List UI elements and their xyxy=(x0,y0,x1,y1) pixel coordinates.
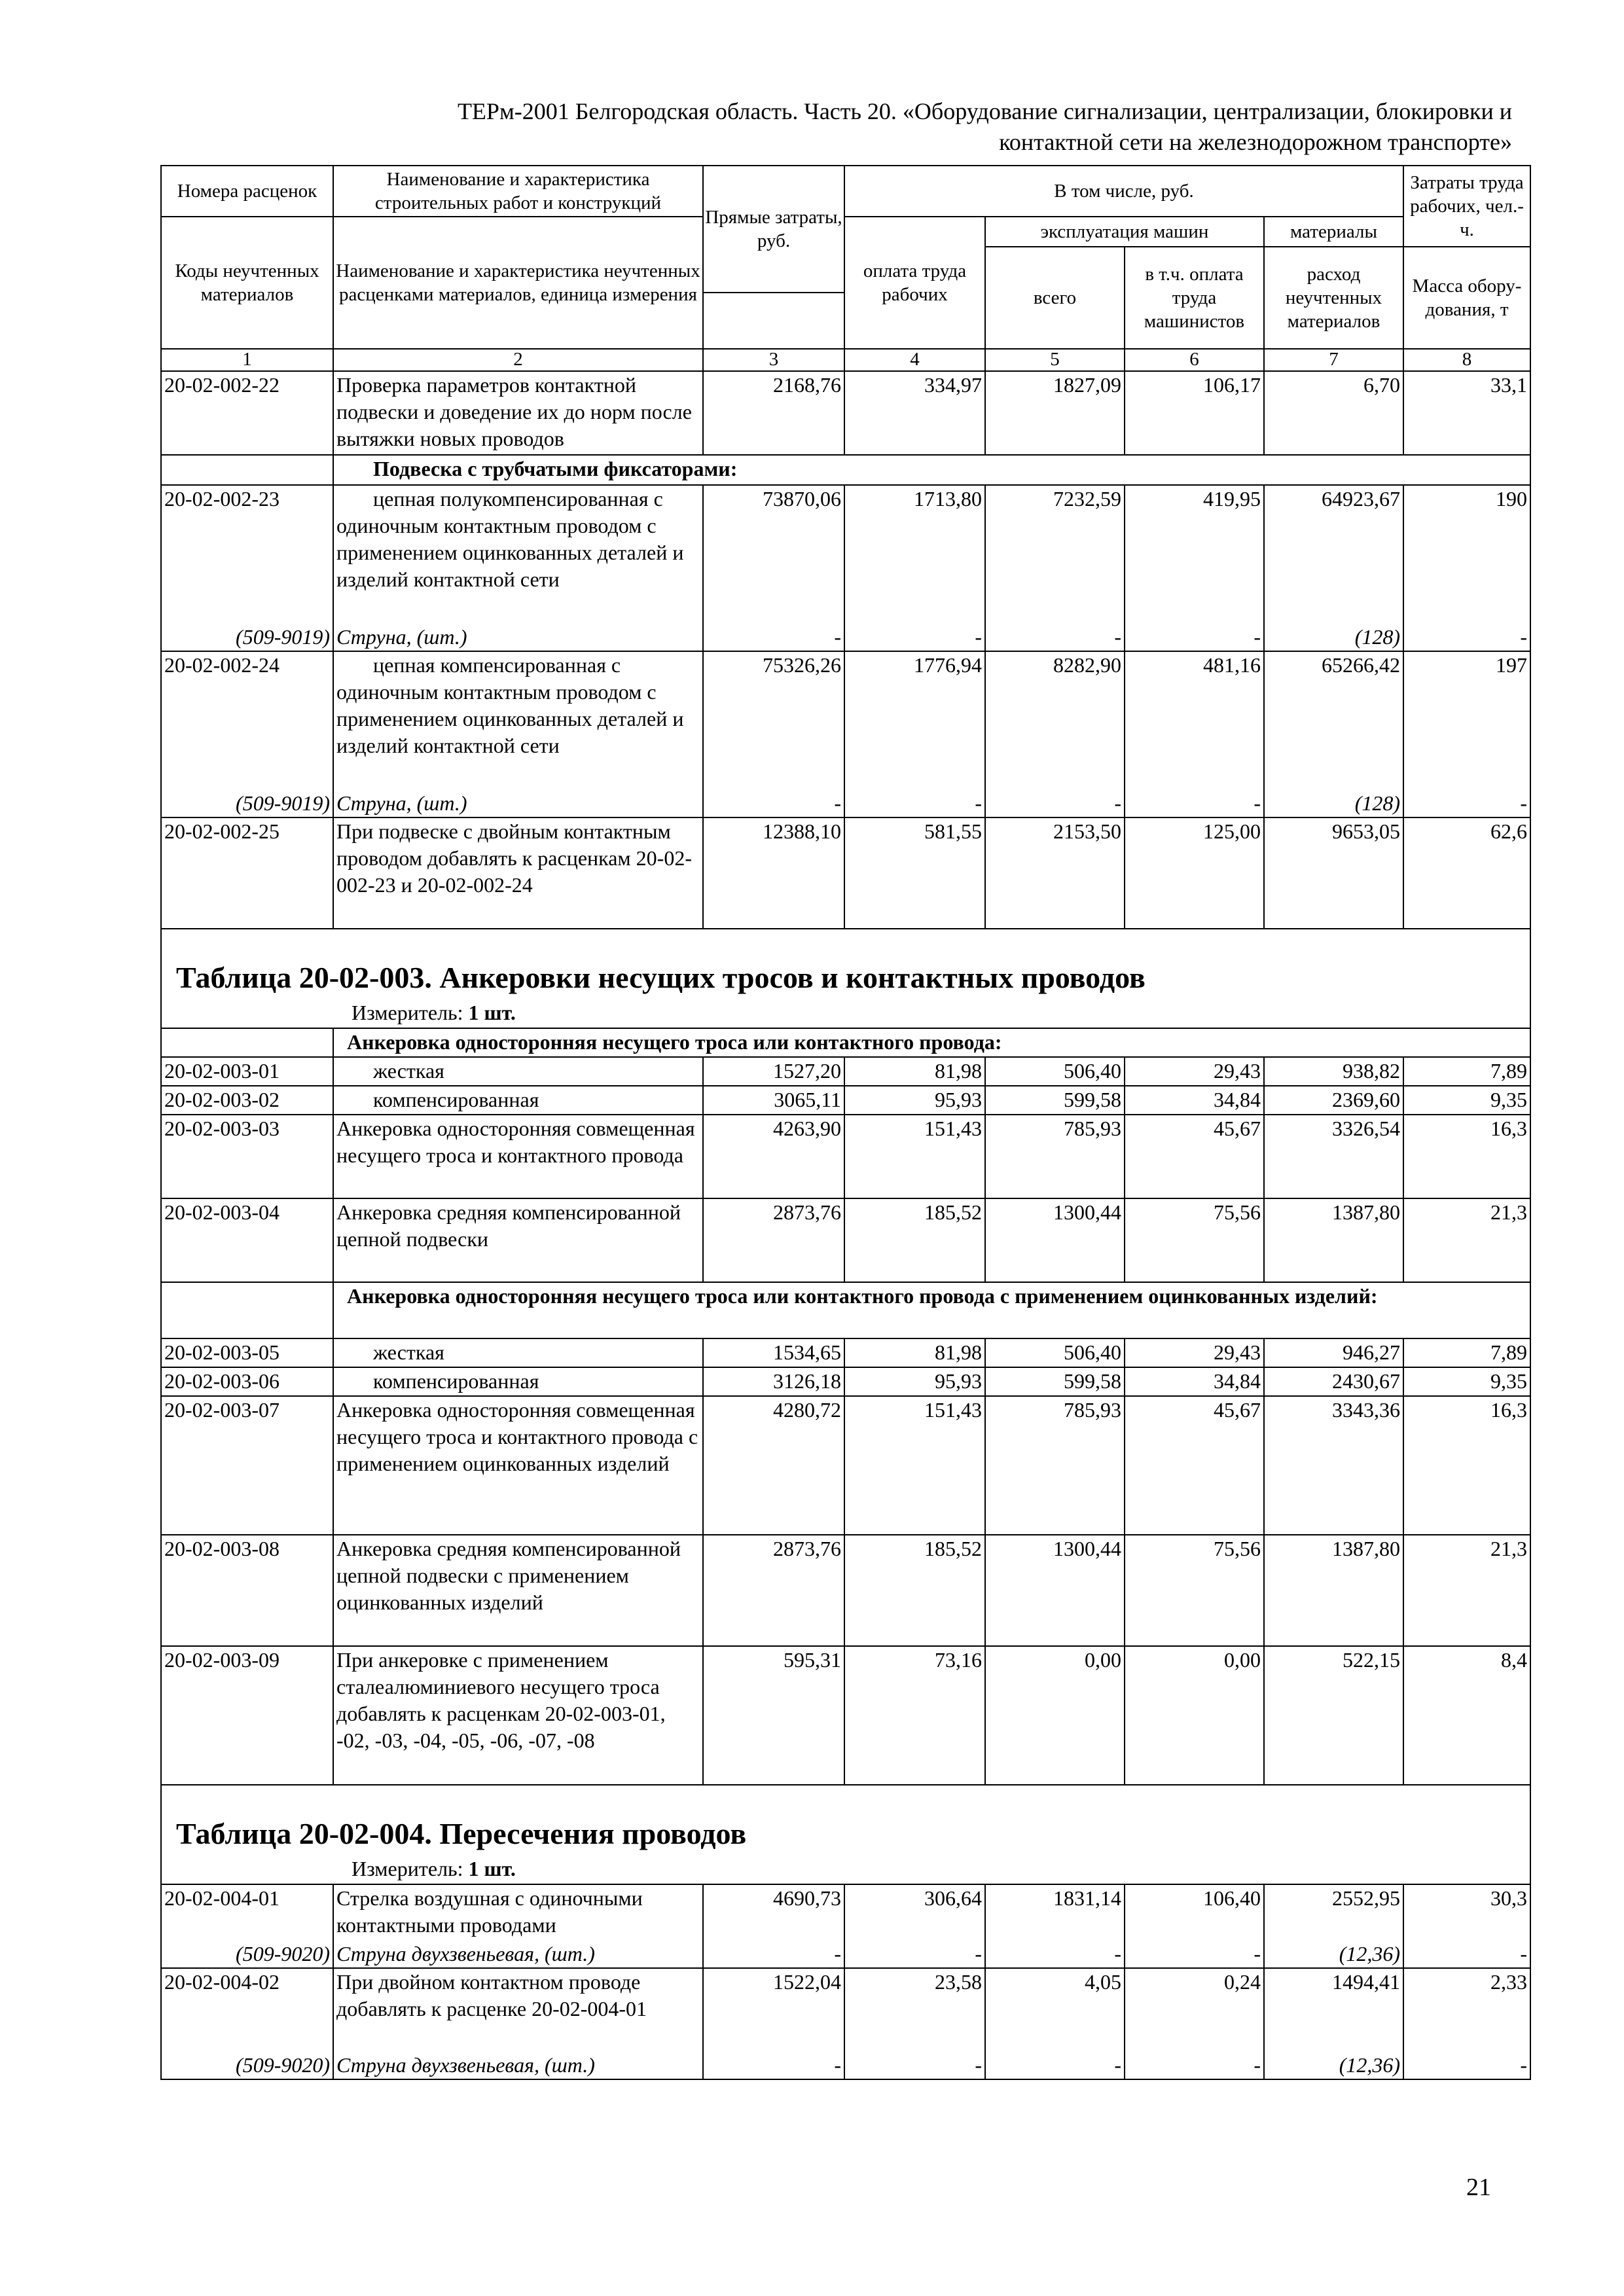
rate-name: Проверка параметров контактной подвески и доведение их до норм после вытяжки новых проводов xyxy=(333,371,703,455)
col-header-8b: Масса обору-дования, т xyxy=(1403,247,1530,349)
labor-cost: 185,52 xyxy=(844,1198,985,1282)
materials-cost: 65266,42 xyxy=(1264,651,1403,790)
labor-hours: 2,33 xyxy=(1403,1968,1530,2052)
table-title: Таблица 20-02-004. Пересечения проводов xyxy=(161,1785,1530,1856)
labor-cost: 1713,80 xyxy=(844,485,985,624)
direct-cost: 2873,76 xyxy=(703,1535,844,1646)
labor-hours: 21,3 xyxy=(1403,1535,1530,1646)
machine-cost: 0,00 xyxy=(985,1646,1125,1785)
header-line-1: ТЕРм-2001 Белгородская область. Часть 20. «Оборудование сигнализации, централизации, блокировки и xyxy=(457,98,1512,124)
labor-cost: 95,93 xyxy=(844,1086,985,1115)
col-header-2b: Наименование и характеристика неучтенных расценками материалов, единица измерения xyxy=(333,217,703,349)
rate-code: 20-02-003-05 xyxy=(161,1338,333,1367)
material-value: - xyxy=(844,1941,985,1968)
table-row xyxy=(161,1086,1530,1115)
operator-cost: 29,43 xyxy=(1125,1057,1264,1086)
rate-code: 20-02-004-01 xyxy=(161,1884,333,1941)
material-value: - xyxy=(1125,624,1264,651)
rate-name: Анкеровка односторонняя совмещенная несущего троса и контактного провода с применением оцинкованных изделий xyxy=(333,1396,703,1535)
materials-cost: 2369,60 xyxy=(1264,1086,1403,1115)
materials-cost: 2552,95 xyxy=(1264,1884,1403,1941)
header-line-2: контактной сети на железнодорожном транспорте» xyxy=(999,129,1512,155)
col-header-5: всего xyxy=(985,247,1125,349)
labor-hours: 8,4 xyxy=(1403,1646,1530,1785)
material-value: - xyxy=(1125,1941,1264,1968)
col-header-2a: Наименование и характеристика строительных работ и конструкций xyxy=(333,166,703,217)
table-row xyxy=(161,1115,1530,1198)
machine-cost: 599,58 xyxy=(985,1086,1125,1115)
labor-cost: 81,98 xyxy=(844,1057,985,1086)
blank-cell xyxy=(161,455,333,485)
materials-cost: 522,15 xyxy=(1264,1646,1403,1785)
meter-value: 1 шт. xyxy=(468,1857,516,1880)
rate-code: 20-02-003-09 xyxy=(161,1646,333,1785)
machine-cost: 8282,90 xyxy=(985,651,1125,790)
material-name: Струна двухзвеньевая, (шт.) xyxy=(333,1941,703,1968)
labor-hours: 33,1 xyxy=(1403,371,1530,455)
section-subheading: Подвеска с трубчатыми фиксаторами: xyxy=(333,455,1530,485)
labor-cost: 81,98 xyxy=(844,1338,985,1367)
col-header-8a: Затраты труда рабочих, чел.-ч. xyxy=(1403,166,1530,247)
direct-cost: 1527,20 xyxy=(703,1057,844,1086)
material-value: - xyxy=(985,624,1125,651)
rate-code: 20-02-002-24 xyxy=(161,651,333,790)
col-index-1: 1 xyxy=(161,349,333,371)
machine-cost: 1300,44 xyxy=(985,1535,1125,1646)
direct-cost: 1534,65 xyxy=(703,1338,844,1367)
material-value: - xyxy=(985,2052,1125,2079)
material-value: - xyxy=(1403,2052,1530,2079)
operator-cost: 75,56 xyxy=(1125,1198,1264,1282)
table-row xyxy=(161,1367,1530,1396)
material-value: - xyxy=(844,2052,985,2079)
section-subheading: Анкеровка односторонняя несущего троса или контактного провода: xyxy=(333,1028,1530,1057)
materials-cost: 3326,54 xyxy=(1264,1115,1403,1198)
labor-hours: 21,3 xyxy=(1403,1198,1530,1282)
page-number: 21 xyxy=(1466,2174,1491,2201)
direct-cost: 4263,90 xyxy=(703,1115,844,1198)
table-row xyxy=(161,817,1530,929)
meter-line xyxy=(161,999,1530,1028)
machine-cost: 785,93 xyxy=(985,1115,1125,1198)
labor-cost: 1776,94 xyxy=(844,651,985,790)
operator-cost: 75,56 xyxy=(1125,1535,1264,1646)
material-name: Струна, (шт.) xyxy=(333,790,703,817)
col-header-4: оплата труда рабочих xyxy=(844,217,985,349)
labor-cost: 151,43 xyxy=(844,1396,985,1535)
material-value: - xyxy=(703,1941,844,1968)
col-index-6: 6 xyxy=(1125,349,1264,371)
table-row xyxy=(161,1396,1530,1535)
col-index-7: 7 xyxy=(1264,349,1403,371)
direct-cost: 12388,10 xyxy=(703,817,844,929)
rate-name: Анкеровка средняя компенсированной цепной подвески с применением оцинкованных изделий xyxy=(333,1535,703,1646)
meter-label: Измеритель: xyxy=(352,1001,463,1024)
rate-name: Анкеровка односторонняя совмещенная несущего троса и контактного провода xyxy=(333,1115,703,1198)
col-header-group: В том числе, руб. xyxy=(844,166,1403,217)
rate-name: жесткая xyxy=(333,1057,703,1086)
operator-cost: 45,67 xyxy=(1125,1396,1264,1535)
operator-cost: 34,84 xyxy=(1125,1367,1264,1396)
material-value: - xyxy=(985,1941,1125,1968)
col-index-2: 2 xyxy=(333,349,703,371)
labor-cost: 151,43 xyxy=(844,1115,985,1198)
material-value: - xyxy=(1403,624,1530,651)
rate-code: 20-02-002-25 xyxy=(161,817,333,929)
materials-cost: 946,27 xyxy=(1264,1338,1403,1367)
material-quantity: (128) xyxy=(1264,624,1403,651)
rate-code: 20-02-003-02 xyxy=(161,1086,333,1115)
labor-hours: 7,89 xyxy=(1403,1057,1530,1086)
col-header-materials: материалы xyxy=(1264,217,1403,247)
rate-code: 20-02-003-07 xyxy=(161,1396,333,1535)
materials-cost: 1387,80 xyxy=(1264,1198,1403,1282)
rate-name: цепная полукомпенсированная с одиночным контактным проводом с применением оцинкованных деталей и изделий контактной сети xyxy=(333,485,703,624)
material-code: (509-9019) xyxy=(161,624,333,651)
rate-code: 20-02-003-03 xyxy=(161,1115,333,1198)
materials-cost: 6,70 xyxy=(1264,371,1403,455)
col-header-6: в т.ч. оплата труда машинистов xyxy=(1125,247,1264,349)
material-row xyxy=(161,790,1530,817)
material-value: - xyxy=(985,790,1125,817)
direct-cost: 75326,26 xyxy=(703,651,844,790)
material-value: - xyxy=(1403,790,1530,817)
materials-cost: 938,82 xyxy=(1264,1057,1403,1086)
materials-cost: 2430,67 xyxy=(1264,1367,1403,1396)
operator-cost: 419,95 xyxy=(1125,485,1264,624)
meter-line xyxy=(161,1856,1530,1884)
table-row xyxy=(161,1057,1530,1086)
operator-cost: 106,17 xyxy=(1125,371,1264,455)
machine-cost: 785,93 xyxy=(985,1396,1125,1535)
table-row xyxy=(161,1338,1530,1367)
operator-cost: 0,00 xyxy=(1125,1646,1264,1785)
direct-cost: 73870,06 xyxy=(703,485,844,624)
material-quantity: (128) xyxy=(1264,790,1403,817)
col-header-1a: Номера расценок xyxy=(161,166,333,217)
table-row xyxy=(161,485,1530,624)
material-value: - xyxy=(1403,1941,1530,1968)
machine-cost: 1300,44 xyxy=(985,1198,1125,1282)
page-header xyxy=(190,96,1512,158)
material-value: - xyxy=(1125,790,1264,817)
direct-cost: 2873,76 xyxy=(703,1198,844,1282)
materials-cost: 1494,41 xyxy=(1264,1968,1403,2052)
labor-hours: 9,35 xyxy=(1403,1367,1530,1396)
machine-cost: 506,40 xyxy=(985,1338,1125,1367)
rates-table xyxy=(160,165,1531,2080)
material-quantity: (12,36) xyxy=(1264,1941,1403,1968)
material-value: - xyxy=(844,790,985,817)
material-value: - xyxy=(844,624,985,651)
col-index-4: 4 xyxy=(844,349,985,371)
col-header-machines: эксплуатация машин xyxy=(985,217,1264,247)
operator-cost: 34,84 xyxy=(1125,1086,1264,1115)
operator-cost: 29,43 xyxy=(1125,1338,1264,1367)
direct-cost: 1522,04 xyxy=(703,1968,844,2052)
direct-cost: 3065,11 xyxy=(703,1086,844,1115)
blank-cell xyxy=(161,1028,333,1057)
table-row xyxy=(161,651,1530,790)
table-row xyxy=(161,371,1530,455)
labor-cost: 185,52 xyxy=(844,1535,985,1646)
rate-name: компенсированная xyxy=(333,1367,703,1396)
material-value: - xyxy=(1125,2052,1264,2079)
labor-hours: 9,35 xyxy=(1403,1086,1530,1115)
labor-hours: 7,89 xyxy=(1403,1338,1530,1367)
rate-name: цепная компенсированная с одиночным контактным проводом с применением оцинкованных деталей и изделий контактной сети xyxy=(333,651,703,790)
section-subheading: Анкеровка односторонняя несущего троса или контактного провода с применением оцинкованных изделий: xyxy=(333,1282,1530,1338)
material-value: - xyxy=(703,624,844,651)
materials-cost: 3343,36 xyxy=(1264,1396,1403,1535)
rate-code: 20-02-003-08 xyxy=(161,1535,333,1646)
machine-cost: 1827,09 xyxy=(985,371,1125,455)
table-row xyxy=(161,1968,1530,2052)
labor-cost: 306,64 xyxy=(844,1884,985,1941)
labor-cost: 95,93 xyxy=(844,1367,985,1396)
material-name: Струна, (шт.) xyxy=(333,624,703,651)
rate-code: 20-02-002-22 xyxy=(161,371,333,455)
rate-name: При двойном контактном проводе добавлять к расценке 20-02-004-01 xyxy=(333,1968,703,2052)
labor-hours: 197 xyxy=(1403,651,1530,790)
table-row xyxy=(161,1646,1530,1785)
machine-cost: 4,05 xyxy=(985,1968,1125,2052)
labor-cost: 23,58 xyxy=(844,1968,985,2052)
table-row xyxy=(161,1535,1530,1646)
material-code: (509-9020) xyxy=(161,1941,333,1968)
rate-name: При подвеске с двойным контактным проводом добавлять к расценкам 20-02-002-23 и 20-02-002-24 xyxy=(333,817,703,929)
direct-cost: 4690,73 xyxy=(703,1884,844,1941)
material-value: - xyxy=(703,2052,844,2079)
table-row xyxy=(161,1884,1530,1941)
operator-cost: 0,24 xyxy=(1125,1968,1264,2052)
materials-cost: 9653,05 xyxy=(1264,817,1403,929)
labor-hours: 16,3 xyxy=(1403,1115,1530,1198)
blank-cell xyxy=(161,1282,333,1338)
col-index-8: 8 xyxy=(1403,349,1530,371)
operator-cost: 481,16 xyxy=(1125,651,1264,790)
table-row xyxy=(161,1198,1530,1282)
direct-cost: 3126,18 xyxy=(703,1367,844,1396)
labor-cost: 581,55 xyxy=(844,817,985,929)
materials-cost: 1387,80 xyxy=(1264,1535,1403,1646)
rate-code: 20-02-004-02 xyxy=(161,1968,333,2052)
rate-code: 20-02-002-23 xyxy=(161,485,333,624)
labor-hours: 16,3 xyxy=(1403,1396,1530,1535)
col-header-7: расход неучтенных материалов xyxy=(1264,247,1403,349)
material-value: - xyxy=(703,790,844,817)
machine-cost: 7232,59 xyxy=(985,485,1125,624)
machine-cost: 2153,50 xyxy=(985,817,1125,929)
material-row xyxy=(161,624,1530,651)
operator-cost: 125,00 xyxy=(1125,817,1264,929)
labor-hours: 190 xyxy=(1403,485,1530,624)
labor-cost: 334,97 xyxy=(844,371,985,455)
labor-cost: 73,16 xyxy=(844,1646,985,1785)
material-name: Струна двухзвеньевая, (шт.) xyxy=(333,2052,703,2079)
machine-cost: 599,58 xyxy=(985,1367,1125,1396)
material-row xyxy=(161,2052,1530,2079)
rate-name: жесткая xyxy=(333,1338,703,1367)
meter-label: Измеритель: xyxy=(352,1857,463,1880)
operator-cost: 45,67 xyxy=(1125,1115,1264,1198)
material-quantity: (12,36) xyxy=(1264,2052,1403,2079)
materials-cost: 64923,67 xyxy=(1264,485,1403,624)
table-title: Таблица 20-02-003. Анкеровки несущих тросов и контактных проводов xyxy=(161,929,1530,999)
machine-cost: 506,40 xyxy=(985,1057,1125,1086)
labor-hours: 62,6 xyxy=(1403,817,1530,929)
rate-code: 20-02-003-06 xyxy=(161,1367,333,1396)
col-index-5: 5 xyxy=(985,349,1125,371)
rate-code: 20-02-003-01 xyxy=(161,1057,333,1086)
material-code: (509-9019) xyxy=(161,790,333,817)
labor-hours: 30,3 xyxy=(1403,1884,1530,1941)
direct-cost: 595,31 xyxy=(703,1646,844,1785)
operator-cost: 106,40 xyxy=(1125,1884,1264,1941)
material-row xyxy=(161,1941,1530,1968)
direct-cost: 4280,72 xyxy=(703,1396,844,1535)
meter-value: 1 шт. xyxy=(468,1001,516,1024)
machine-cost: 1831,14 xyxy=(985,1884,1125,1941)
rate-name: Анкеровка средняя компенсированной цепной подвески xyxy=(333,1198,703,1282)
col-index-3: 3 xyxy=(703,349,844,371)
rate-name: Стрелка воздушная с одиночными контактными проводами xyxy=(333,1884,703,1941)
direct-cost: 2168,76 xyxy=(703,371,844,455)
rate-name: При анкеровке с применением сталеалюминиевого несущего троса добавлять к расценкам 20-02-003-01, -02, -03, -04, -05, -06, -07, -08 xyxy=(333,1646,703,1785)
rate-name: компенсированная xyxy=(333,1086,703,1115)
material-code: (509-9020) xyxy=(161,2052,333,2079)
rate-code: 20-02-003-04 xyxy=(161,1198,333,1282)
col-header-1b: Коды неучтенных материалов xyxy=(161,217,333,349)
col-header-3: Прямые затраты, руб. xyxy=(703,166,844,293)
